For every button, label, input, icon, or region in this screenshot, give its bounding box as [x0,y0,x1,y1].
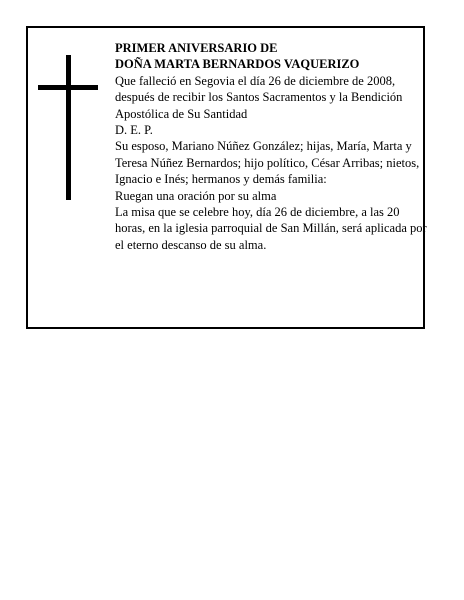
notice-text-block [115,40,427,253]
notice-title-line-2: DOÑA MARTA BERNARDOS VAQUERIZO [115,57,360,72]
cross-icon [38,55,98,200]
cross-vertical-bar [66,55,71,200]
death-info: Que falleció en Segovia el día 26 de diciembre de 2008, después de recibir los Santos Sacramentos y la Bendición Apostólica de Su Santidad [115,73,403,121]
dep-abbreviation: D. E. P. [115,123,153,138]
mass-info: La misa que se celebre hoy, día 26 de diciembre, a las 20 horas, en la iglesia parroquial de San Millán, será aplicada por el eterno descanso de su alma. [115,205,427,252]
family-list: Su esposo, Mariano Núñez González; hijas, María, Marta y Teresa Núñez Bernardos; hijo político, César Arribas; nietos, Ignacio e Inés; hermanos y demás familia: [115,139,420,187]
notice-title-line-1: PRIMER ANIVERSARIO DE [115,41,278,55]
cross-horizontal-bar [38,85,98,90]
prayer-request: Ruegan una oración por su alma [115,188,277,203]
obituary-notice [26,26,425,329]
